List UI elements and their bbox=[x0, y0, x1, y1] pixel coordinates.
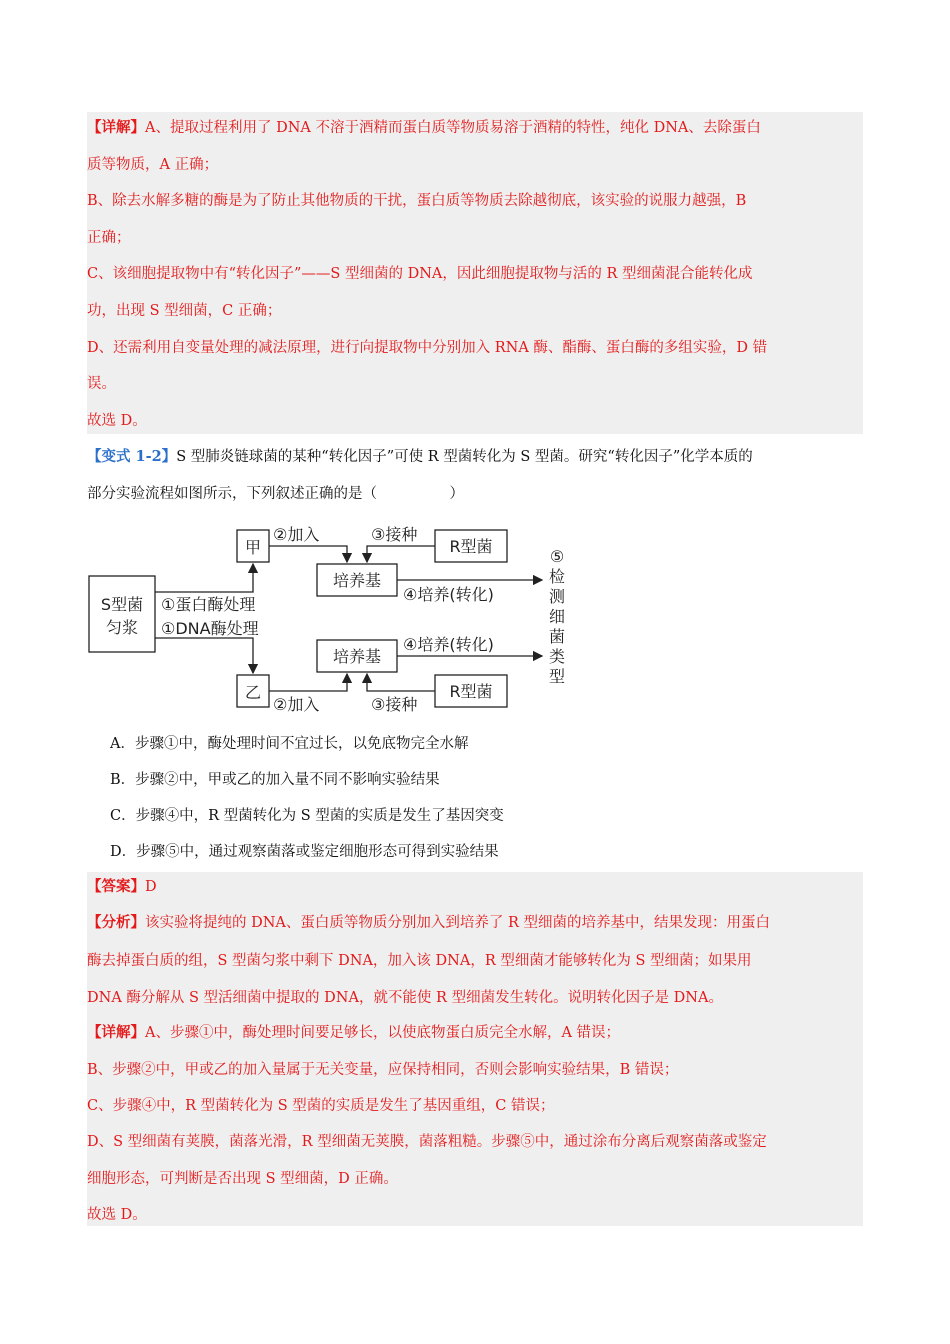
arrow-yi-add bbox=[269, 674, 347, 691]
add-step-label-bottom: ②加入 bbox=[273, 695, 320, 714]
detail2-conclusion: 故选 D。 bbox=[87, 1207, 147, 1223]
r-box-label-top: R型菌 bbox=[449, 537, 493, 556]
medium-label-top: 培养基 bbox=[332, 571, 382, 590]
yi-label: 乙 bbox=[244, 683, 262, 702]
culture-label-bottom: ④培养(转化) bbox=[403, 635, 494, 654]
detail2-line-2: B、步骤②中，甲或乙的加入量属于无关变量，应保持相同，否则会影响实验结果，B 错误； bbox=[87, 1062, 679, 1078]
culture-label-top: ④培养(转化) bbox=[403, 585, 494, 604]
inoculate-label-top: ③接种 bbox=[371, 525, 418, 544]
detail2-line-1: 【详解】A、步骤①中，酶处理时间要足够长，以使底物蛋白质完全水解，A 错误； bbox=[87, 1024, 621, 1041]
detail-line-3: B、除去水解多糖的酶是为了防止其他物质的干扰，蛋白质等物质去除越彻底，该实验的说服力越强，B bbox=[87, 193, 747, 209]
detect-char-2: 检 bbox=[548, 567, 566, 586]
analysis-line-1: 【分析】该实验将提纯的 DNA、蛋白质等物质分别加入到培养了 R 型细菌的培养基中，结果发现：用蛋白 bbox=[87, 914, 771, 931]
detect-char-7: 型 bbox=[548, 667, 566, 686]
detail-line-6: 功，出现 S 型细菌，C 正确； bbox=[87, 303, 282, 319]
s-box-label-2: 匀浆 bbox=[105, 618, 139, 637]
detect-char-5: 菌 bbox=[548, 627, 566, 646]
detail-line-5: C、该细胞提取物中有“转化因子”——S 型细菌的 DNA，因此细胞提取物与活的 R 型细菌混合能转化成 bbox=[87, 266, 753, 282]
add-step-label-top: ②加入 bbox=[273, 525, 320, 544]
protease-step-label: ①蛋白酶处理 bbox=[161, 595, 256, 614]
detail-line-2: 质等物质，A 正确； bbox=[87, 157, 219, 173]
option-c[interactable]: C．步骤④中，R 型菌转化为 S 型菌的实质是发生了基因突变 bbox=[110, 808, 504, 824]
arrow-r-inoculate-top bbox=[367, 546, 435, 562]
option-b[interactable]: B．步骤②中，甲或乙的加入量不同不影响实验结果 bbox=[110, 772, 440, 788]
detail2-line-4: D、S 型细菌有荚膜，菌落光滑，R 型细菌无荚膜，菌落粗糙。步骤⑤中，通过涂布分离后观察菌落或鉴定 bbox=[87, 1134, 767, 1150]
s-box-label-1: S型菌 bbox=[100, 595, 144, 614]
detail-line-7: D、还需利用自变量处理的减法原理，进行向提取物中分别加入 RNA 酶、酯酶、蛋白酶的多组实验，D 错 bbox=[87, 340, 768, 356]
r-box-label-bottom: R型菌 bbox=[449, 682, 493, 701]
answer-line: 【答案】D bbox=[87, 878, 157, 895]
question-line-1: 【变式 1-2】S 型肺炎链球菌的某种“转化因子”可使 R 型菌转化为 S 型菌。研究“转化因子”化学本质的 bbox=[87, 448, 753, 465]
jia-label: 甲 bbox=[244, 538, 262, 557]
s-strain-box bbox=[89, 576, 155, 652]
analysis-line-3: DNA 酶分解从 S 型活细菌中提取的 DNA，就不能使 R 型细菌发生转化。说明转化因子是 DNA。 bbox=[87, 990, 723, 1006]
experiment-flow-diagram bbox=[87, 520, 587, 720]
arrow-r-inoculate-bottom bbox=[367, 674, 435, 691]
detail-line-1: 【详解】A、提取过程利用了 DNA 不溶于酒精而蛋白质等物质易溶于酒精的特性，纯化 DNA、去除蛋白 bbox=[87, 119, 761, 136]
medium-label-bottom: 培养基 bbox=[332, 647, 382, 666]
detail-conclusion: 故选 D。 bbox=[87, 413, 147, 429]
detail2-line-5: 细胞形态，可判断是否出现 S 型细菌，D 正确。 bbox=[87, 1171, 398, 1187]
detect-char-6: 类 bbox=[548, 647, 566, 666]
detect-char-4: 细 bbox=[548, 607, 566, 626]
detail2-line-3: C、步骤④中，R 型菌转化为 S 型菌的实质是发生了基因重组，C 错误； bbox=[87, 1098, 555, 1114]
detect-char-1: ⑤ bbox=[549, 547, 565, 566]
detect-char-3: 测 bbox=[548, 587, 566, 606]
question-line-2: 部分实验流程如图所示，下列叙述正确的是（ ） bbox=[87, 486, 464, 502]
question-tag: 【变式 1-2】 bbox=[87, 448, 177, 465]
arrow-to-yi bbox=[155, 638, 253, 673]
inoculate-label-bottom: ③接种 bbox=[371, 695, 418, 714]
detail-line-8: 误。 bbox=[87, 376, 116, 392]
option-a[interactable]: A．步骤①中，酶处理时间不宜过长，以免底物完全水解 bbox=[110, 736, 469, 752]
analysis-line-2: 酶去掉蛋白质的组，S 型菌匀浆中剩下 DNA，加入该 DNA，R 型细菌才能够转化为 S 型细菌；如果用 bbox=[87, 953, 752, 969]
arrow-to-jia bbox=[155, 564, 253, 592]
option-d[interactable]: D．步骤⑤中，通过观察菌落或鉴定细胞形态可得到实验结果 bbox=[110, 844, 499, 860]
detail-line-4: 正确； bbox=[87, 230, 131, 246]
dnase-step-label: ①DNA酶处理 bbox=[161, 619, 259, 638]
arrow-jia-add bbox=[269, 546, 347, 562]
